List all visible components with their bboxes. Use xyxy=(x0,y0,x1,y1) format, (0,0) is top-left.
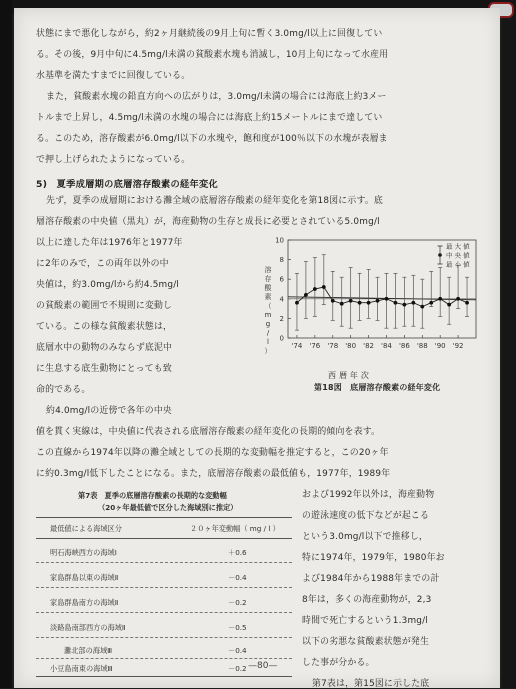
text-line: に生息する底生動物にとっても致 xyxy=(36,364,172,374)
text-line: 命的である。 xyxy=(36,385,91,395)
page-number: —80— xyxy=(248,661,278,671)
chart-y-label-char: l xyxy=(267,338,269,346)
text-line: また，貧酸素水塊の鉛直方向への広がりは，3.0mg/l未満の場合には海底上約3メー xyxy=(46,92,387,102)
text-line: この直線から1974年以降の灘全域としての長期的な変動幅を推定すると，この20ヶ年 xyxy=(36,448,389,458)
chart-median-point xyxy=(411,301,415,305)
chart-median-point xyxy=(313,287,317,291)
chart-y-label-char: / xyxy=(266,329,270,337)
chart-median-point xyxy=(394,301,398,305)
text-line: で押し上げられたようになっている。 xyxy=(36,155,191,165)
table-row-rule xyxy=(36,587,292,588)
chart-y-label-char: ） xyxy=(264,347,272,355)
table-top-rule xyxy=(36,517,292,518)
table-cell-area: 淡路島南部西方の海域Ⅱ xyxy=(50,623,126,632)
table-cell-area: 灘北部の海域Ⅲ xyxy=(64,646,113,655)
chart-median-point xyxy=(367,301,371,305)
table-cell-area: 家島群島南方の海域Ⅱ xyxy=(50,598,119,607)
chart-median-point xyxy=(456,297,460,301)
table-cell-value: －0.4 xyxy=(228,573,247,582)
chart-x-tick-label: '88 xyxy=(416,342,428,350)
chart-y-tick-label: 2 xyxy=(279,314,284,323)
text-line: 約4.0mg/lの近傍で各年の中央 xyxy=(46,406,172,416)
chart-median-point xyxy=(420,305,424,309)
text-line: に約0.3mg/l低下したことになる。また，底層溶存酸素の最低値も，1977年，1989年 xyxy=(36,469,391,479)
text-line: トルまで上昇し，4.5mg/l未満の水塊の場合には海底上約15メートルにまで達してい xyxy=(36,113,383,123)
table-cell-value: －0.5 xyxy=(228,623,247,632)
text-line: した事が分かる。 xyxy=(302,658,375,668)
chart-median-point xyxy=(340,302,344,306)
text-line: に2年のみで，この両年以外の中 xyxy=(36,259,169,269)
text-line: 時間で死亡するという1.3mg/l xyxy=(302,616,428,626)
text-line: 層溶存酸素の中央値（黒丸）が，海産動物の生存と成長に必要とされている5.0mg/l xyxy=(36,217,380,227)
chart-median-point xyxy=(402,303,406,307)
chart-x-label: 西 暦 年 次 xyxy=(328,371,370,380)
text-line: 底層水中の動物のみならず底泥中 xyxy=(36,343,173,353)
chart-median-point xyxy=(304,293,308,297)
table-caption-sub: （20ヶ年最低値で区分した海域別に推定） xyxy=(98,503,238,512)
chart-median-point xyxy=(295,301,299,305)
table-cell-value: －0.2 xyxy=(228,598,247,607)
text-line: および1992年以外は，海産動物 xyxy=(302,490,435,500)
table-row-rule xyxy=(36,562,292,563)
text-line: の貧酸素の範囲で不規則に変動し xyxy=(36,301,173,311)
table-header-rule xyxy=(36,538,292,539)
chart-y-tick-label: 4 xyxy=(279,295,284,304)
chart-x-tick-label: '84 xyxy=(381,342,392,350)
table-cell-value: －0.2 xyxy=(228,664,247,673)
scan-edge-right xyxy=(502,0,516,688)
table-header-area: 最低値による海域区分 xyxy=(50,524,122,533)
text-line: の遊泳速度の低下などが起こる xyxy=(302,511,430,521)
table-row-rule xyxy=(36,658,292,659)
document-page xyxy=(14,8,500,688)
chart-x-tick-label: '90 xyxy=(434,342,446,350)
text-line: 値を貫く実線は，中央値に代表される底層溶存酸素の経年変化の長期的傾向を表す。 xyxy=(36,427,381,437)
text-line: という3.0mg/l以下で推移し， xyxy=(302,532,428,542)
chart-y-label-char: m xyxy=(264,311,272,319)
text-line: る。このため，溶存酸素が6.0mg/l以下の水塊や，飽和度が100％以下の水塊が表層ま xyxy=(36,134,388,144)
figure-18-chart xyxy=(262,234,492,370)
chart-legend-label: 最 大 値 xyxy=(446,242,470,251)
table-cell-value: ＋0.6 xyxy=(228,548,247,557)
chart-legend-label: 中 央 値 xyxy=(446,251,470,260)
scan-edge-left xyxy=(0,0,12,688)
chart-median-point xyxy=(465,301,469,305)
text-line: 8年は，多くの海産動物が，2,3 xyxy=(302,595,432,605)
chart-y-tick-label: 8 xyxy=(279,256,284,265)
chart-y-tick-label: 6 xyxy=(279,275,284,284)
chart-median-point xyxy=(385,297,389,301)
chart-median-point xyxy=(358,301,362,305)
text-line: ている。この様な貧酸素状態は， xyxy=(36,322,173,332)
chart-x-tick-label: '86 xyxy=(398,342,410,350)
table-cell-area: 小豆島南東の海域Ⅲ xyxy=(50,664,113,673)
chart-median-point xyxy=(349,299,353,303)
chart-y-label-char: （ xyxy=(264,302,272,310)
text-line: る。その後，9月中旬に4.5mg/l未満の貧酸素水塊も消滅し，10月上旬になって水産用 xyxy=(36,50,389,60)
table-cell-area: 家島群島以東の海域Ⅱ xyxy=(50,573,119,582)
chart-x-tick-label: '74 xyxy=(291,342,303,350)
chart-median-point xyxy=(331,299,335,303)
chart-y-label-char: 存 xyxy=(264,275,272,283)
table-cell-value: －0.4 xyxy=(228,646,247,655)
text-line: 以上に達した年は1976年と1977年 xyxy=(36,238,183,248)
table-row-rule xyxy=(36,637,292,638)
table-bottom-rule xyxy=(36,676,292,677)
text-line: 先ず，夏季の成層期における灘全域の底層溶存酸素の経年変化を第18図に示す。底 xyxy=(46,196,383,206)
figure-caption: 第18図 底層溶存酸素の経年変化 xyxy=(314,383,441,392)
text-line: 央値は，約3.0mg/lから約4.5mg/l xyxy=(36,280,180,290)
chart-median-point xyxy=(447,303,451,307)
chart-median-point xyxy=(376,299,380,303)
chart-x-tick-label: '76 xyxy=(309,342,321,350)
chart-x-tick-label: '78 xyxy=(327,342,339,350)
text-line: 状態にまで悪化しながら，約2ヶ月継続後の9月上旬に暫く3.0mg/l以上に回復してい xyxy=(36,29,383,39)
table-caption: 第7表 夏季の底層溶存酸素の長期的な変動幅 xyxy=(78,491,227,500)
chart-y-tick-label: 10 xyxy=(275,236,284,245)
chart-median-point xyxy=(322,285,326,289)
text-line: 特に1974年，1979年，1980年お xyxy=(302,553,445,563)
chart-median-point xyxy=(438,297,442,301)
table-cell-area: 明石海峡西方の海域Ⅰ xyxy=(50,548,117,557)
chart-y-label-char: g xyxy=(265,320,271,328)
chart-median-line xyxy=(297,287,467,307)
text-line: 以下の劣悪な貧酸素状態が発生 xyxy=(302,637,430,647)
chart-y-label-char: 酸 xyxy=(264,284,272,292)
chart-median-point xyxy=(429,301,433,305)
text-line: 第7表は，第15図に示した底 xyxy=(312,679,430,689)
text-line: 水基準を満たすまでに回復している。 xyxy=(36,71,191,81)
chart-x-tick-label: '92 xyxy=(452,342,464,350)
chart-x-tick-label: '82 xyxy=(363,342,374,350)
chart-legend-label: 最 小 値 xyxy=(446,260,470,269)
section-heading: 5) 夏季成層期の底層溶存酸素の経年変化 xyxy=(36,179,218,190)
chart-x-tick-label: '80 xyxy=(345,342,357,350)
table-header-range: ２０ヶ年変動幅（ mg / l ） xyxy=(190,524,280,533)
table-row-rule xyxy=(36,612,292,613)
text-line: よび1984年から1988年までの計 xyxy=(302,574,440,584)
chart-y-label-char: 素 xyxy=(264,293,272,301)
chart-y-tick-label: 0 xyxy=(279,334,284,343)
chart-y-label-char: 溶 xyxy=(264,266,272,274)
